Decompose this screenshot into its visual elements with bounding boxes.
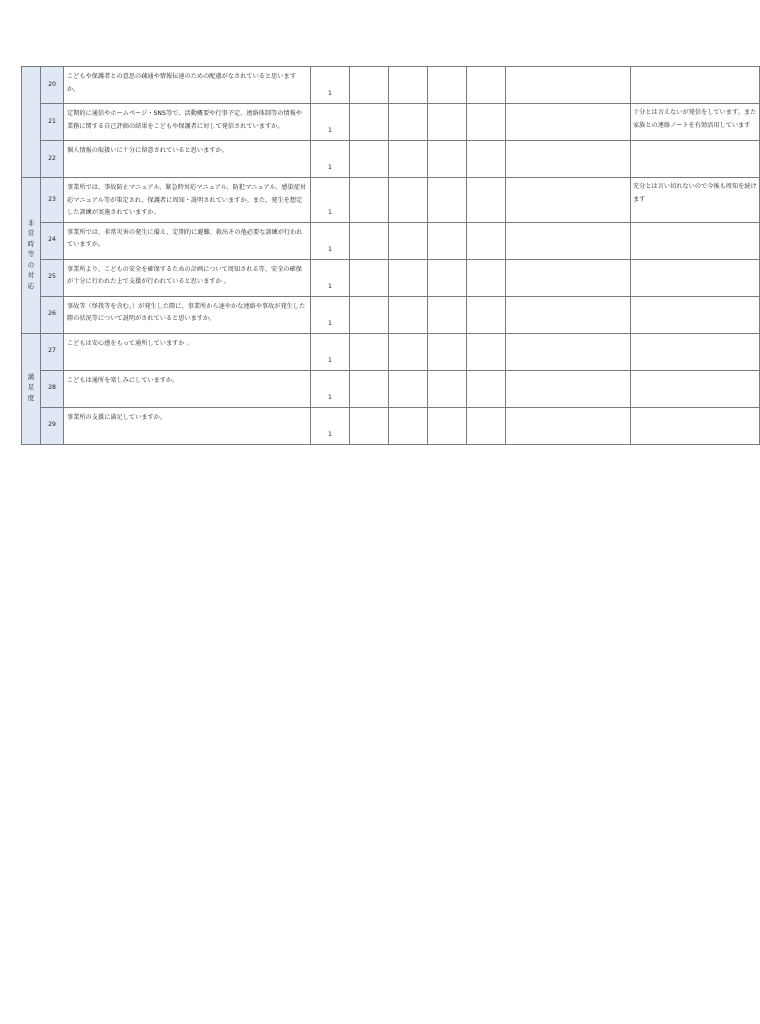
- answer-count-cell: [389, 178, 428, 223]
- question-text: こどもは通所を楽しみにしていますか。: [64, 370, 311, 407]
- question-number: 25: [41, 259, 64, 296]
- answer-count-cell: [428, 222, 467, 259]
- answer-count-cell: [467, 333, 506, 370]
- response-note: [631, 296, 760, 333]
- table-row: [22, 67, 760, 104]
- answer-count-cell: [467, 370, 506, 407]
- question-number: 29: [41, 407, 64, 444]
- answer-count-cell: [467, 407, 506, 444]
- answer-count-cell: [428, 407, 467, 444]
- response-note: [631, 407, 760, 444]
- question-text: こどもや保護者との意思の疎通や情報伝達のための配慮がなされていると思いますか。: [64, 67, 311, 104]
- category-label: 非常時等の対応: [27, 218, 35, 290]
- answer-count-cell: [428, 178, 467, 223]
- answer-count-cell: [467, 141, 506, 178]
- answer-yes-count: 1: [311, 104, 350, 141]
- table-row: [22, 141, 760, 178]
- response-note: [631, 370, 760, 407]
- answer-count-cell: [389, 296, 428, 333]
- reason-cell: [506, 370, 631, 407]
- survey-body: [22, 67, 760, 445]
- category-label: 満足度: [27, 372, 35, 402]
- answer-yes-count: 1: [311, 333, 350, 370]
- table-row: [22, 104, 760, 141]
- question-number: 21: [41, 104, 64, 141]
- question-number: 20: [41, 67, 64, 104]
- answer-count-cell: [467, 259, 506, 296]
- question-text: 事業所では、事故防止マニュアル、緊急時対応マニュアル、防犯マニュアル、感染症対応マニュアル等が策定され、保護者に周知・説明されていますか。また、発生を想定した訓練が実施されていますか。: [64, 178, 311, 223]
- reason-cell: [506, 333, 631, 370]
- answer-count-cell: [350, 370, 389, 407]
- category-cell: [22, 67, 41, 178]
- answer-count-cell: [389, 259, 428, 296]
- table-row: [22, 178, 760, 223]
- answer-count-cell: [350, 178, 389, 223]
- answer-count-cell: [350, 141, 389, 178]
- answer-yes-count: 1: [311, 259, 350, 296]
- table-row: [22, 296, 760, 333]
- response-note: [631, 67, 760, 104]
- table-row: [22, 370, 760, 407]
- answer-yes-count: 1: [311, 222, 350, 259]
- answer-yes-count: 1: [311, 141, 350, 178]
- answer-count-cell: [467, 104, 506, 141]
- question-text: こどもは安心感をもって通所していますか 。: [64, 333, 311, 370]
- answer-yes-count: 1: [311, 370, 350, 407]
- question-text: 個人情報の取扱いに十分に留意されていると思いますか。: [64, 141, 311, 178]
- answer-count-cell: [389, 67, 428, 104]
- answer-count-cell: [350, 407, 389, 444]
- question-text: 定期的に通信やホームページ・SNS等で、活動概要や行事予定、連絡体制等の情報や業務に関する自己評価の結果をこどもや保護者に対して発信されていますか。: [64, 104, 311, 141]
- answer-count-cell: [389, 222, 428, 259]
- reason-cell: [506, 259, 631, 296]
- answer-count-cell: [389, 333, 428, 370]
- answer-count-cell: [350, 259, 389, 296]
- answer-count-cell: [350, 296, 389, 333]
- answer-yes-count: 1: [311, 296, 350, 333]
- answer-yes-count: 1: [311, 407, 350, 444]
- answer-yes-count: 1: [311, 67, 350, 104]
- answer-count-cell: [350, 222, 389, 259]
- response-note: [631, 259, 760, 296]
- question-number: 23: [41, 178, 64, 223]
- reason-cell: [506, 67, 631, 104]
- table-row: [22, 407, 760, 444]
- answer-count-cell: [389, 104, 428, 141]
- answer-count-cell: [428, 141, 467, 178]
- reason-cell: [506, 407, 631, 444]
- answer-count-cell: [428, 333, 467, 370]
- reason-cell: [506, 104, 631, 141]
- answer-count-cell: [428, 67, 467, 104]
- answer-count-cell: [389, 370, 428, 407]
- answer-count-cell: [428, 259, 467, 296]
- question-number: 27: [41, 333, 64, 370]
- question-text: 事故等（怪我等を含む。）が発生した際に、事業所から速やかな連絡や事故が発生した際の状況等について説明がされていると思いますか。: [64, 296, 311, 333]
- answer-count-cell: [467, 222, 506, 259]
- table-row: [22, 222, 760, 259]
- answer-count-cell: [467, 67, 506, 104]
- reason-cell: [506, 222, 631, 259]
- category-cell: [22, 333, 41, 444]
- response-note: 充分とは言い切れないので今後も周知を続けます: [631, 178, 760, 223]
- reason-cell: [506, 141, 631, 178]
- question-number: 28: [41, 370, 64, 407]
- answer-count-cell: [350, 104, 389, 141]
- response-note: [631, 141, 760, 178]
- answer-count-cell: [428, 370, 467, 407]
- answer-count-cell: [467, 296, 506, 333]
- category-cell: [22, 178, 41, 334]
- question-number: 26: [41, 296, 64, 333]
- table-row: [22, 333, 760, 370]
- reason-cell: [506, 296, 631, 333]
- question-text: 事業所では、非常災害の発生に備え、定期的に避難、救出その他必要な訓練が行われていますか。: [64, 222, 311, 259]
- question-text: 事業所より、こどもの安全を確保するための計画について周知される等、安全の確保が十分に行われた上で支援が行われていると思いますか 。: [64, 259, 311, 296]
- answer-count-cell: [389, 141, 428, 178]
- response-note: 十分とは言えないが発信をしています。また家族との連絡ノートを有効活用しています: [631, 104, 760, 141]
- response-note: [631, 333, 760, 370]
- table-row: [22, 259, 760, 296]
- answer-count-cell: [428, 296, 467, 333]
- answer-count-cell: [389, 407, 428, 444]
- reason-cell: [506, 178, 631, 223]
- survey-table: [21, 66, 760, 445]
- question-text: 事業所の支援に満足していますか。: [64, 407, 311, 444]
- response-note: [631, 222, 760, 259]
- question-number: 22: [41, 141, 64, 178]
- answer-yes-count: 1: [311, 178, 350, 223]
- question-number: 24: [41, 222, 64, 259]
- answer-count-cell: [350, 333, 389, 370]
- answer-count-cell: [428, 104, 467, 141]
- answer-count-cell: [467, 178, 506, 223]
- answer-count-cell: [350, 67, 389, 104]
